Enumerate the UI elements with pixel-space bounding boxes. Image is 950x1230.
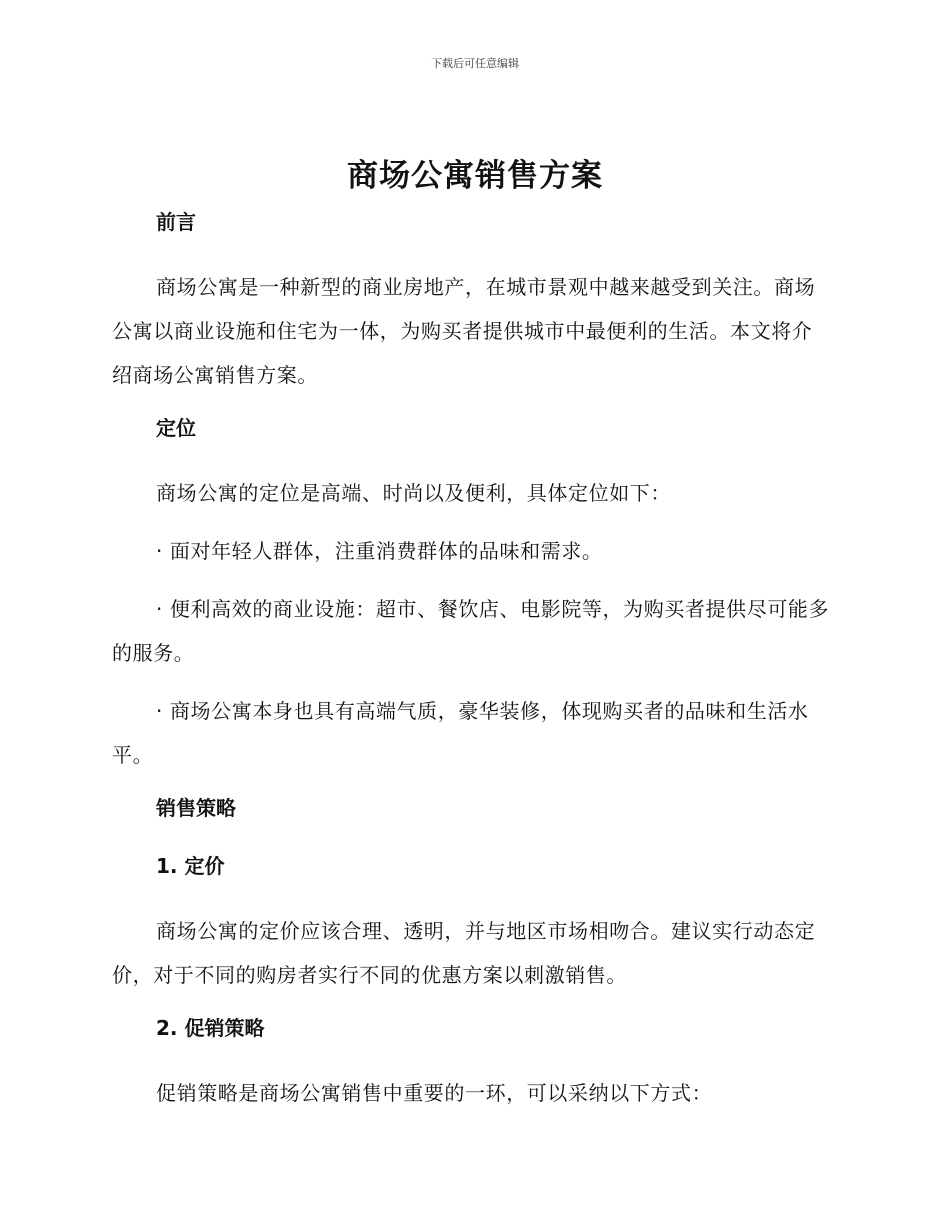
- document-body: [112, 207, 830, 1129]
- paragraph-positioning-intro: 商场公寓的定位是高端、时尚以及便利，具体定位如下：: [156, 481, 671, 505]
- subsection-heading-promotion: 2. 促销策略: [156, 1016, 265, 1040]
- document-title: 商场公寓销售方案: [347, 158, 603, 194]
- paragraph-promotion: 促销策略是商场公寓销售中重要的一环，可以采纳以下方式：: [156, 1081, 713, 1105]
- paragraph-pricing: 商场公寓的定价应该合理、透明，并与地区市场相吻合。建议实行动态定价，对于不同的购房者实行不同的优惠方案以刺激销售。: [112, 919, 816, 987]
- section-heading-preface: 前言: [156, 210, 196, 234]
- section-heading-strategy: 销售策略: [156, 796, 236, 820]
- paragraph-preface: 商场公寓是一种新型的商业房地产，在城市景观中越来越受到关注。商场公寓以商业设施和住宅为一体，为购买者提供城市中最便利的生活。本文将介绍商场公寓销售方案。: [112, 275, 816, 387]
- bullet-item: · 便利高效的商业设施：超市、餐饮店、电影院等，为购买者提供尽可能多的服务。: [112, 597, 830, 665]
- bullet-item: · 商场公寓本身也具有高端气质，豪华装修，体现购买者的品味和生活水平。: [112, 699, 809, 767]
- header-note: 下载后可任意编辑: [431, 57, 519, 70]
- section-heading-positioning: 定位: [156, 416, 196, 440]
- subsection-heading-pricing: 1. 定价: [156, 854, 225, 878]
- bullet-item: · 面对年轻人群体，注重消费群体的品味和需求。: [156, 539, 603, 563]
